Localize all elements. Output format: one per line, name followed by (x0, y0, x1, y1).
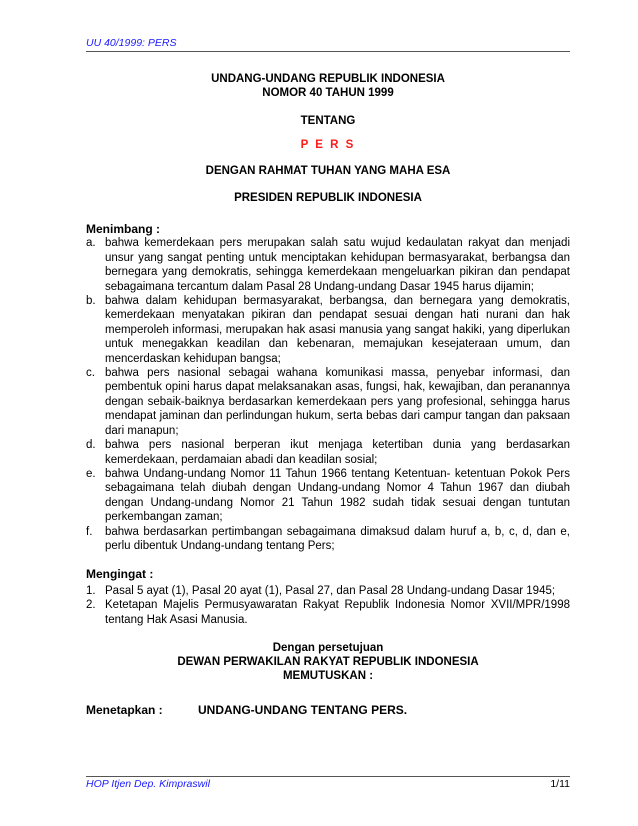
list-item (86, 525, 570, 554)
list-item (86, 366, 570, 438)
item-mark: 2. (86, 599, 96, 612)
item-text: bahwa pers nasional sebagai wahana komunikasi massa, penyebar informasi, dan pembentuk opini harus dapat melaksanakan asas, fungsi, hak, kewajiban, dan peranannya dengan sebaik-baiknya berdasarkan kemerdekaan pers yang profesional, sehingga harus mendapat jaminan dan perlindungan hukum, serta bebas dari campur tangan dan paksaan dari manapun; (105, 367, 570, 437)
list-item (86, 294, 570, 366)
page-number: 1/11 (550, 778, 570, 790)
menetapkan-row (86, 703, 570, 717)
list-item (86, 584, 570, 598)
item-mark: f. (86, 525, 93, 538)
rahmat-line: DENGAN RAHMAT TUHAN YANG MAHA ESA (205, 165, 451, 177)
law-subject: P E R S (300, 139, 356, 151)
list-item (86, 467, 570, 525)
item-mark: e. (86, 467, 96, 480)
persetujuan-line2: DEWAN PERWAKILAN RAKYAT REPUBLIK INDONESIA (177, 655, 479, 668)
list-item (86, 438, 570, 467)
list-item (86, 236, 570, 294)
menetapkan-label: Menetapkan : (86, 702, 163, 717)
item-mark: a. (86, 237, 96, 250)
item-text: bahwa berdasarkan pertimbangan sebagaimana dimaksud dalam huruf a, b, c, d, dan e, perlu dibentuk Undang-undang tentang Pers; (105, 525, 570, 552)
item-text: bahwa pers nasional berperan ikut menjaga ketertiban dunia yang berdasarkan kemerdekaan, perdamaian abadi dan keadilan sosial; (105, 439, 570, 466)
persetujuan-block (86, 641, 570, 683)
law-title-line2: NOMOR 40 TAHUN 1999 (262, 87, 394, 99)
memutuskan-line: MEMUTUSKAN : (282, 669, 374, 682)
menimbang-heading: Menimbang : (86, 222, 160, 236)
item-mark: d. (86, 439, 96, 452)
item-text: Ketetapan Majelis Permusyawaratan Rakyat Republik Indonesia Nomor XVII/MPR/1998 tentang Hak Asasi Manusia. (105, 599, 570, 626)
menetapkan-value: UNDANG-UNDANG TENTANG PERS. (198, 702, 408, 717)
footer-text: HOP Itjen Dep. Kimpraswil (86, 778, 210, 790)
item-text: Pasal 5 ayat (1), Pasal 20 ayat (1), Pasal 27, dan Pasal 28 Undang-undang Dasar 1945; (105, 584, 556, 597)
item-mark: b. (86, 295, 96, 308)
running-header (86, 37, 570, 52)
mengingat-list (86, 584, 570, 627)
menimbang-list (86, 236, 570, 553)
mengingat-heading: Mengingat : (86, 567, 154, 582)
item-text: bahwa dalam kehidupan bermasyarakat, berbangsa, dan bernegara yang demokratis, kemerdekaan menyatakan pikiran dan pendapat sesuai dengan hati nurani dan hak memperoleh informasi, merupakan hak asasi manusia yang sangat hakiki, yang diperlukan untuk menegakkan keadilan dan kebenaran, memajukan kesejateraan umum, dan mencerdaskan kehidupan bangsa; (105, 295, 570, 365)
law-title (86, 72, 570, 100)
header-text: UU 40/1999: PERS (86, 37, 177, 49)
item-text: bahwa kemerdekaan pers merupakan salah satu wujud kedaulatan rakyat dan menjadi unsur yang sangat penting untuk menciptakan kehidupan bermasyarakat, berbangsa dan bernegara yang demokratis, sehingga kemerdekaan mengeluarkan pikiran dan pendapat sebagaimana tercantum dalam Pasal 28 Undang-undang Dasar 1945 harus dijamin; (105, 237, 570, 293)
presiden-line: PRESIDEN REPUBLIK INDONESIA (234, 192, 422, 204)
law-title-line1: UNDANG-UNDANG REPUBLIK INDONESIA (211, 73, 445, 85)
item-text: bahwa Undang-undang Nomor 11 Tahun 1966 tentang Ketentuan- ketentuan Pokok Pers sebagaimana telah diubah dengan Undang-undang Nomor 4 Tahun 1967 dan diubah dengan Undang-undang Nomor 21 Tahun 1982 sudah tidak sesuai dengan tuntutan perkembangan zaman; (105, 467, 570, 524)
tentang-label: TENTANG (300, 115, 356, 127)
running-footer (86, 776, 570, 790)
item-mark: c. (86, 367, 95, 380)
list-item (86, 598, 570, 627)
document-body (86, 72, 570, 717)
item-mark: 1. (86, 584, 96, 597)
persetujuan-line1: Dengan persetujuan (272, 641, 384, 654)
